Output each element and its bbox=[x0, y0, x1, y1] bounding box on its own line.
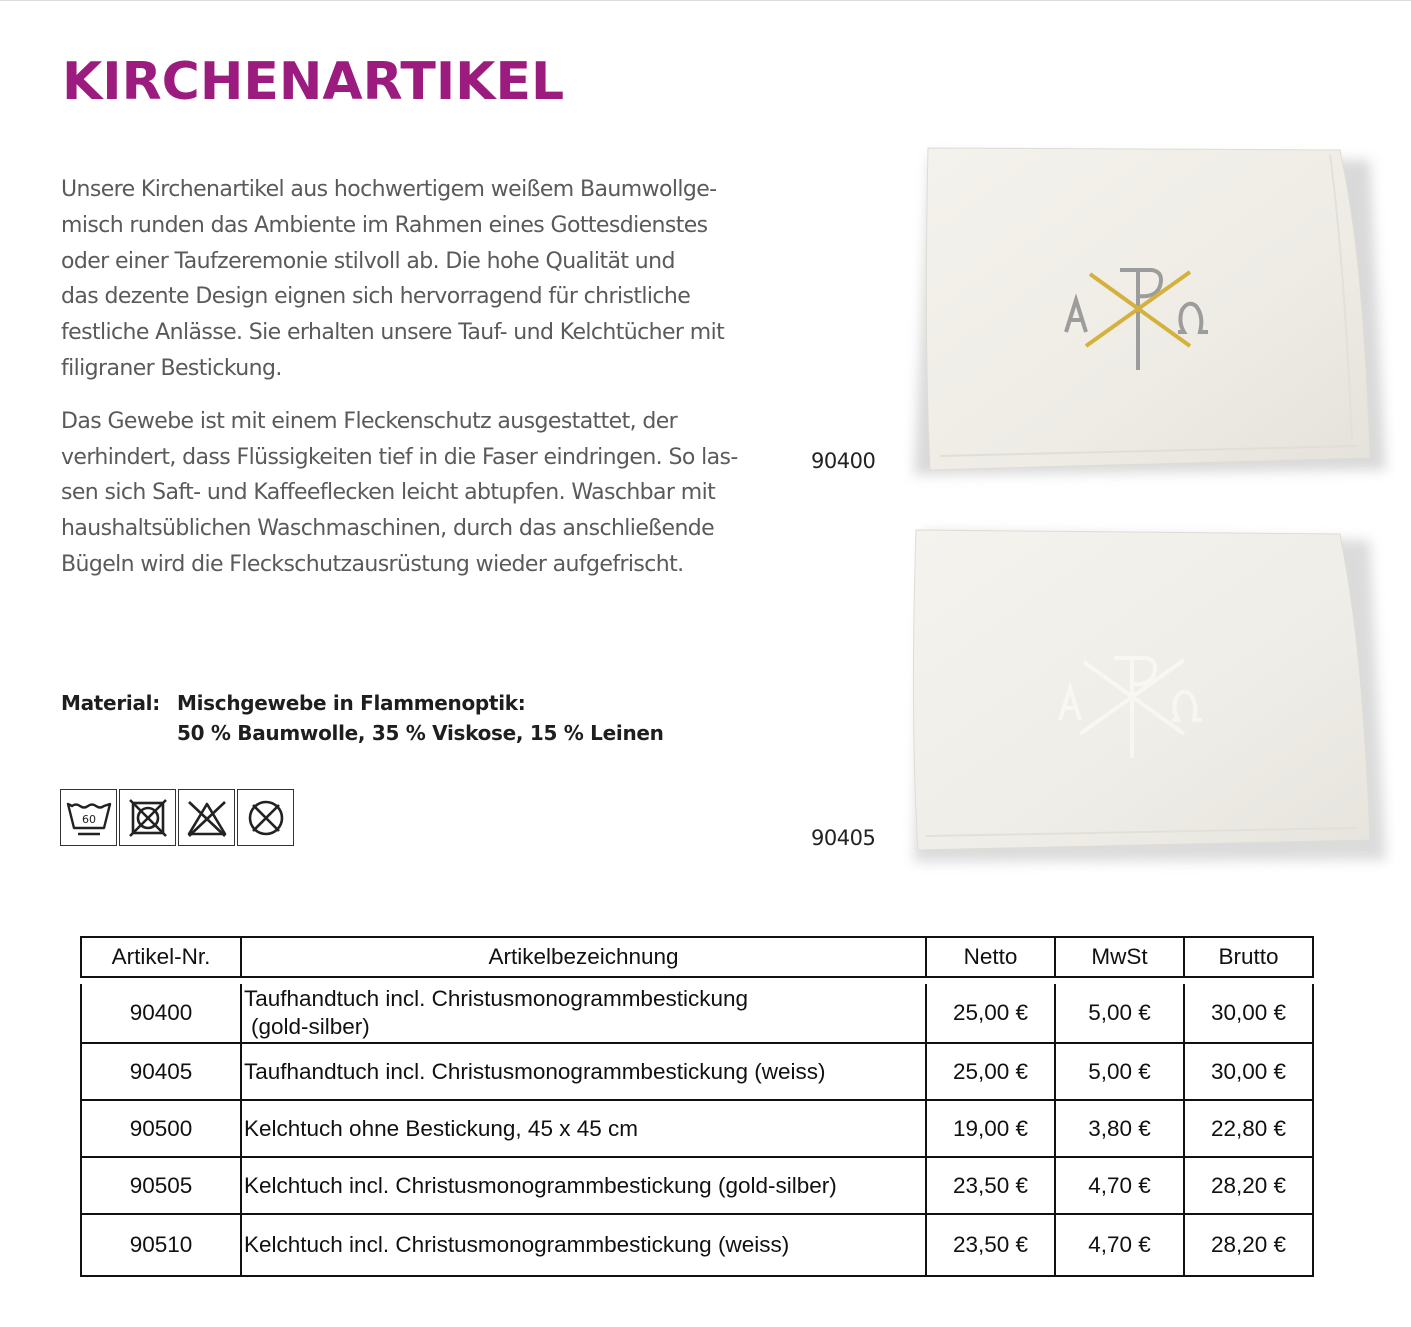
material-label: Material: bbox=[61, 691, 160, 715]
towel-image-white bbox=[900, 520, 1395, 880]
header-artikelbezeichnung: Artikelbezeichnung bbox=[242, 936, 927, 978]
intro-paragraph-1 bbox=[61, 172, 781, 387]
intro-line: filigraner Bestickung. bbox=[61, 355, 282, 381]
cell-artikel-nr: 90405 bbox=[80, 1044, 242, 1101]
header-mwst: MwSt bbox=[1056, 936, 1185, 978]
desc-line-1: Taufhandtuch incl. Christusmonogrammbestickung bbox=[244, 986, 748, 1011]
cell-artikel-nr: 90400 bbox=[80, 984, 242, 1044]
cell-netto: 25,00 € bbox=[927, 984, 1056, 1044]
table-row bbox=[80, 1158, 1314, 1215]
header-brutto: Brutto bbox=[1185, 936, 1314, 978]
no-tumble-dry-icon bbox=[119, 789, 176, 846]
cell-netto: 23,50 € bbox=[927, 1215, 1056, 1277]
cell-brutto: 22,80 € bbox=[1185, 1101, 1314, 1158]
price-table bbox=[80, 936, 1314, 1277]
intro-line: sen sich Saft- und Kaffeeflecken leicht abtupfen. Waschbar mit bbox=[61, 480, 716, 506]
header-artikel-nr: Artikel-Nr. bbox=[80, 936, 242, 978]
no-dry-clean-icon bbox=[237, 789, 294, 846]
cell-netto: 25,00 € bbox=[927, 1044, 1056, 1101]
product-code-label: 90400 bbox=[811, 449, 876, 473]
cell-artikel-nr: 90505 bbox=[80, 1158, 242, 1215]
towel-image-gold-silver bbox=[900, 140, 1395, 500]
intro-line: oder einer Taufzeremonie stilvoll ab. Die hohe Qualität und bbox=[61, 248, 675, 274]
table-row bbox=[80, 1044, 1314, 1101]
page-title: KIRCHENARTIKEL bbox=[62, 52, 565, 112]
header-netto: Netto bbox=[927, 936, 1056, 978]
intro-line: Unsere Kirchenartikel aus hochwertigem weißem Baumwollge- bbox=[61, 177, 717, 202]
care-symbols bbox=[60, 789, 294, 846]
no-bleach-icon bbox=[178, 789, 235, 846]
table-row bbox=[80, 984, 1314, 1044]
cell-brutto: 28,20 € bbox=[1185, 1158, 1314, 1215]
cell-artikelbezeichnung: Kelchtuch incl. Christusmonogrammbestickung (weiss) bbox=[242, 1215, 927, 1277]
product-code-label: 90405 bbox=[811, 826, 876, 850]
intro-line: haushaltsüblichen Waschmaschinen, durch das anschließende bbox=[61, 516, 715, 542]
material-line-1: Mischgewebe in Flammenoptik: bbox=[177, 691, 526, 715]
table-row bbox=[80, 1215, 1314, 1277]
cell-netto: 23,50 € bbox=[927, 1158, 1056, 1215]
intro-paragraph-2 bbox=[61, 404, 781, 583]
cell-brutto: 28,20 € bbox=[1185, 1215, 1314, 1277]
intro-line: misch runden das Ambiente im Rahmen eines Gottesdienstes bbox=[61, 212, 708, 238]
desc-line-2: (gold-silber) bbox=[251, 1014, 370, 1039]
cell-artikel-nr: 90510 bbox=[80, 1215, 242, 1277]
wash-temp: 60 bbox=[81, 812, 96, 826]
material-line-2: 50 % Baumwolle, 35 % Viskose, 15 % Leinen bbox=[177, 721, 664, 745]
intro-line: verhindert, dass Flüssigkeiten tief in die Faser eindringen. So las- bbox=[61, 444, 738, 470]
cell-brutto: 30,00 € bbox=[1185, 984, 1314, 1044]
cell-mwst: 3,80 € bbox=[1056, 1101, 1185, 1158]
intro-line: Bügeln wird die Fleckschutzausrüstung wieder aufgefrischt. bbox=[61, 551, 684, 577]
cell-artikelbezeichnung: Taufhandtuch incl. Christusmonogrammbestickung (weiss) bbox=[242, 1044, 927, 1101]
cell-artikel-nr: 90500 bbox=[80, 1101, 242, 1158]
intro-text bbox=[61, 172, 781, 600]
table-header-row bbox=[80, 936, 1314, 978]
cell-mwst: 4,70 € bbox=[1056, 1215, 1185, 1277]
top-divider bbox=[0, 0, 1411, 1]
cell-mwst: 5,00 € bbox=[1056, 1044, 1185, 1101]
intro-line: festliche Anlässe. Sie erhalten unsere Tauf- und Kelchtücher mit bbox=[61, 320, 725, 346]
wash-60-icon bbox=[60, 789, 117, 846]
cell-brutto: 30,00 € bbox=[1185, 1044, 1314, 1101]
cell-artikelbezeichnung: Kelchtuch ohne Bestickung, 45 x 45 cm bbox=[242, 1101, 927, 1158]
cell-mwst: 4,70 € bbox=[1056, 1158, 1185, 1215]
intro-line: das dezente Design eignen sich hervorragend für christliche bbox=[61, 284, 691, 310]
cell-netto: 19,00 € bbox=[927, 1101, 1056, 1158]
cell-mwst: 5,00 € bbox=[1056, 984, 1185, 1044]
table-row bbox=[80, 1101, 1314, 1158]
cell-artikelbezeichnung bbox=[242, 984, 927, 1044]
material-value bbox=[177, 688, 664, 748]
cell-artikelbezeichnung: Kelchtuch incl. Christusmonogrammbestickung (gold-silber) bbox=[242, 1158, 927, 1215]
intro-line: Das Gewebe ist mit einem Fleckenschutz ausgestattet, der bbox=[61, 408, 678, 434]
